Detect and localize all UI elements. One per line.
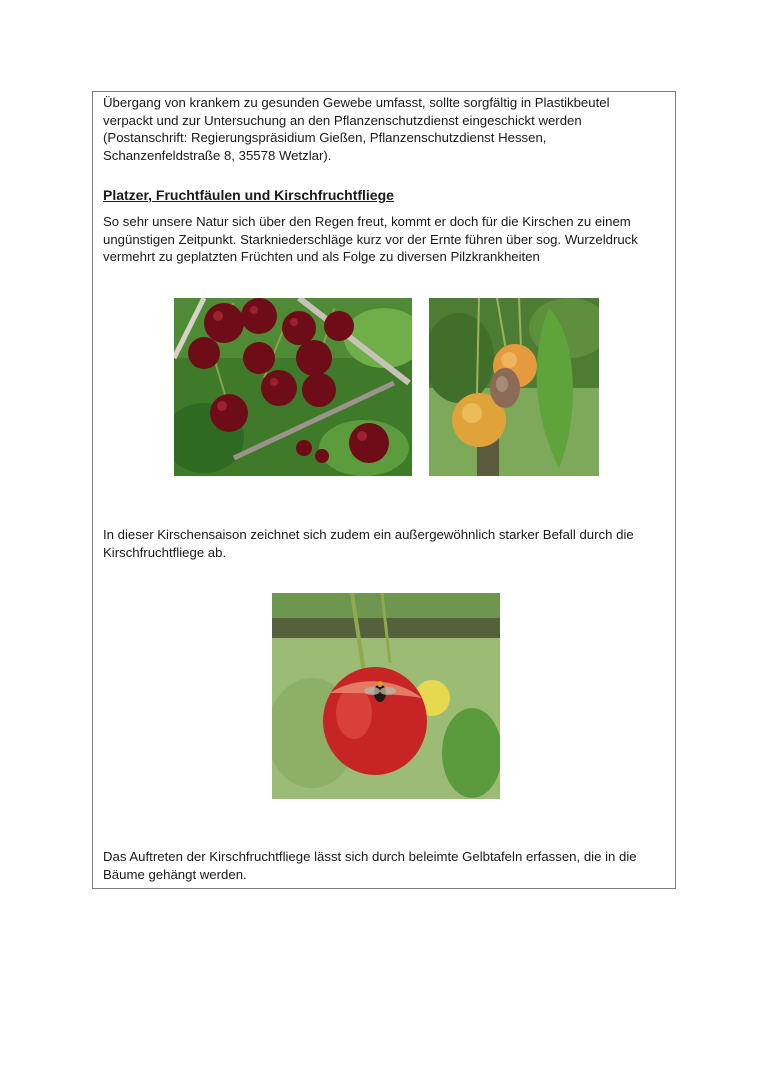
paragraph-rain-damage: So sehr unsere Natur sich über den Regen freut, kommt er doch für die Kirschen zu einem ungünstigen Zeitpunkt. Starkniederschläge kurz vor der Ernte führen über sog. Wurzeldruck vermehrt zu geplatzten Früchten und als Folge zu diversen Pilzkrankheiten — [103, 214, 638, 264]
photo-rotting-cherries — [429, 298, 599, 476]
paragraph-fly-infestation: In dieser Kirschensaison zeichnet sich zudem ein außergewöhnlich starker Befall durch die Kirschfruchtfliege ab. — [103, 527, 634, 560]
section-heading: Platzer, Fruchtfäulen und Kirschfruchtfliege — [103, 187, 394, 203]
photo-split-cherries — [174, 298, 412, 476]
paragraph-yellow-traps: Das Auftreten der Kirschfruchtfliege lässt sich durch beleimte Gelbtafeln erfassen, die in die Bäume gehängt werden. — [103, 849, 637, 882]
paragraph-sample-shipping: Übergang von krankem zu gesunden Gewebe umfasst, sollte sorgfältig in Plastikbeutel verpackt und zur Untersuchung an den Pflanzenschutzdienst eingeschickt werden (Postanschrift: Regierungspräsidium Gießen, Pflanzenschutzdienst Hessen, Schanzenfeldstraße 8, 35578 Wetzlar). — [103, 95, 610, 163]
photo-cherry-fruit-fly — [272, 593, 500, 799]
content-frame — [92, 91, 676, 889]
